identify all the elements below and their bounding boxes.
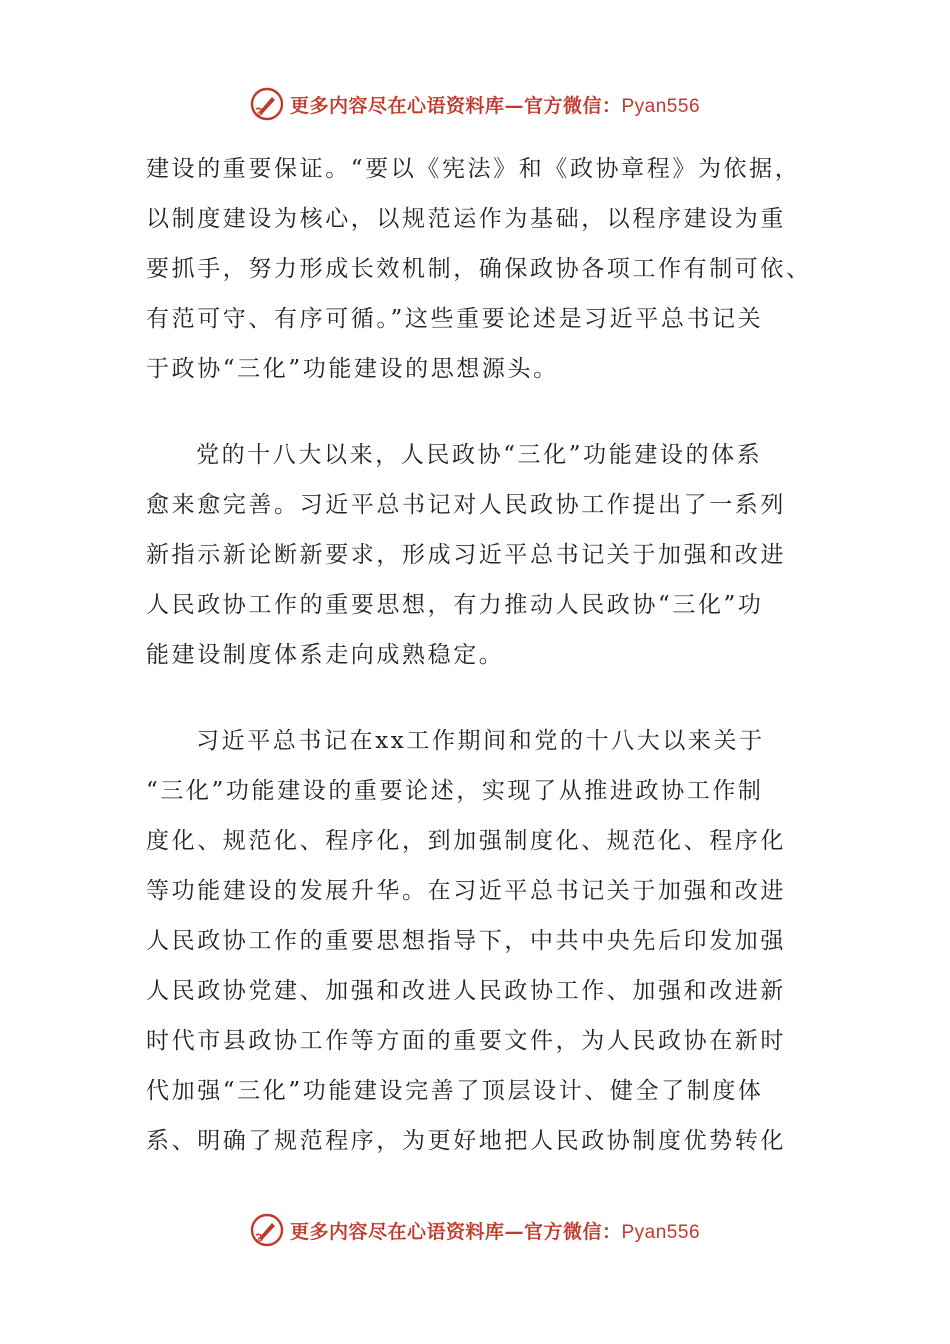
paragraph — [146, 430, 796, 680]
text-line: 人民政协工作的重要思想指导下，中共中央先后印发加强 — [146, 928, 786, 954]
document-body — [146, 144, 812, 1166]
header-banner — [0, 84, 950, 124]
text-line: 党的十八大以来，人民政协“三化”功能建设的体系 — [196, 442, 763, 468]
banner-handle: Pyan556 — [621, 95, 701, 117]
text-line: “三化”功能建设的重要论述，实现了从推进政协工作制 — [146, 778, 764, 804]
text-line: 于政协“三化”功能建设的思想源头。 — [146, 356, 559, 382]
text-line: 能建设制度体系走向成熟稳定。 — [146, 642, 505, 668]
footer-banner — [0, 1210, 950, 1250]
text-line: 新指示新论断新要求，形成习近平总书记关于加强和改进 — [146, 542, 786, 568]
paragraph — [146, 144, 812, 394]
text-line: 习近平总书记在xx工作期间和党的十八大以来关于 — [196, 728, 765, 754]
pen-quill-icon — [250, 1213, 284, 1247]
text-line: 等功能建设的发展升华。在习近平总书记关于加强和改进 — [146, 878, 786, 904]
pen-quill-icon — [250, 87, 284, 121]
text-line: 系、明确了规范程序，为更好地把人民政协制度优势转化 — [146, 1128, 786, 1154]
text-line: 度化、规范化、程序化，到加强制度化、规范化、程序化 — [146, 828, 786, 854]
text-line: 时代市县政协工作等方面的重要文件，为人民政协在新时 — [146, 1028, 786, 1054]
text-line: 代加强“三化”功能建设完善了顶层设计、健全了制度体 — [146, 1078, 764, 1104]
paragraph — [146, 716, 796, 1166]
banner-text: 更多内容尽在心语资料库—官方微信：Pyan556 — [289, 1220, 701, 1243]
text-line: 要抓手，努力形成长效机制，确保政协各项工作有制可依、 — [146, 256, 812, 282]
text-line: 以制度建设为核心，以规范运作为基础，以程序建设为重 — [146, 206, 786, 232]
text-line: 人民政协工作的重要思想，有力推动人民政协“三化”功 — [146, 592, 764, 618]
text-line: 建设的重要保证。“要以《宪法》和《政协章程》为依据， — [146, 156, 801, 182]
text-line: 愈来愈完善。习近平总书记对人民政协工作提出了一系列 — [146, 492, 786, 518]
banner-handle: Pyan556 — [621, 1221, 701, 1243]
text-line: 有范可守、有序可循。”这些重要论述是习近平总书记关 — [146, 306, 764, 332]
banner-text: 更多内容尽在心语资料库—官方微信：Pyan556 — [289, 94, 701, 117]
text-line: 人民政协党建、加强和改进人民政协工作、加强和改进新 — [146, 978, 786, 1004]
